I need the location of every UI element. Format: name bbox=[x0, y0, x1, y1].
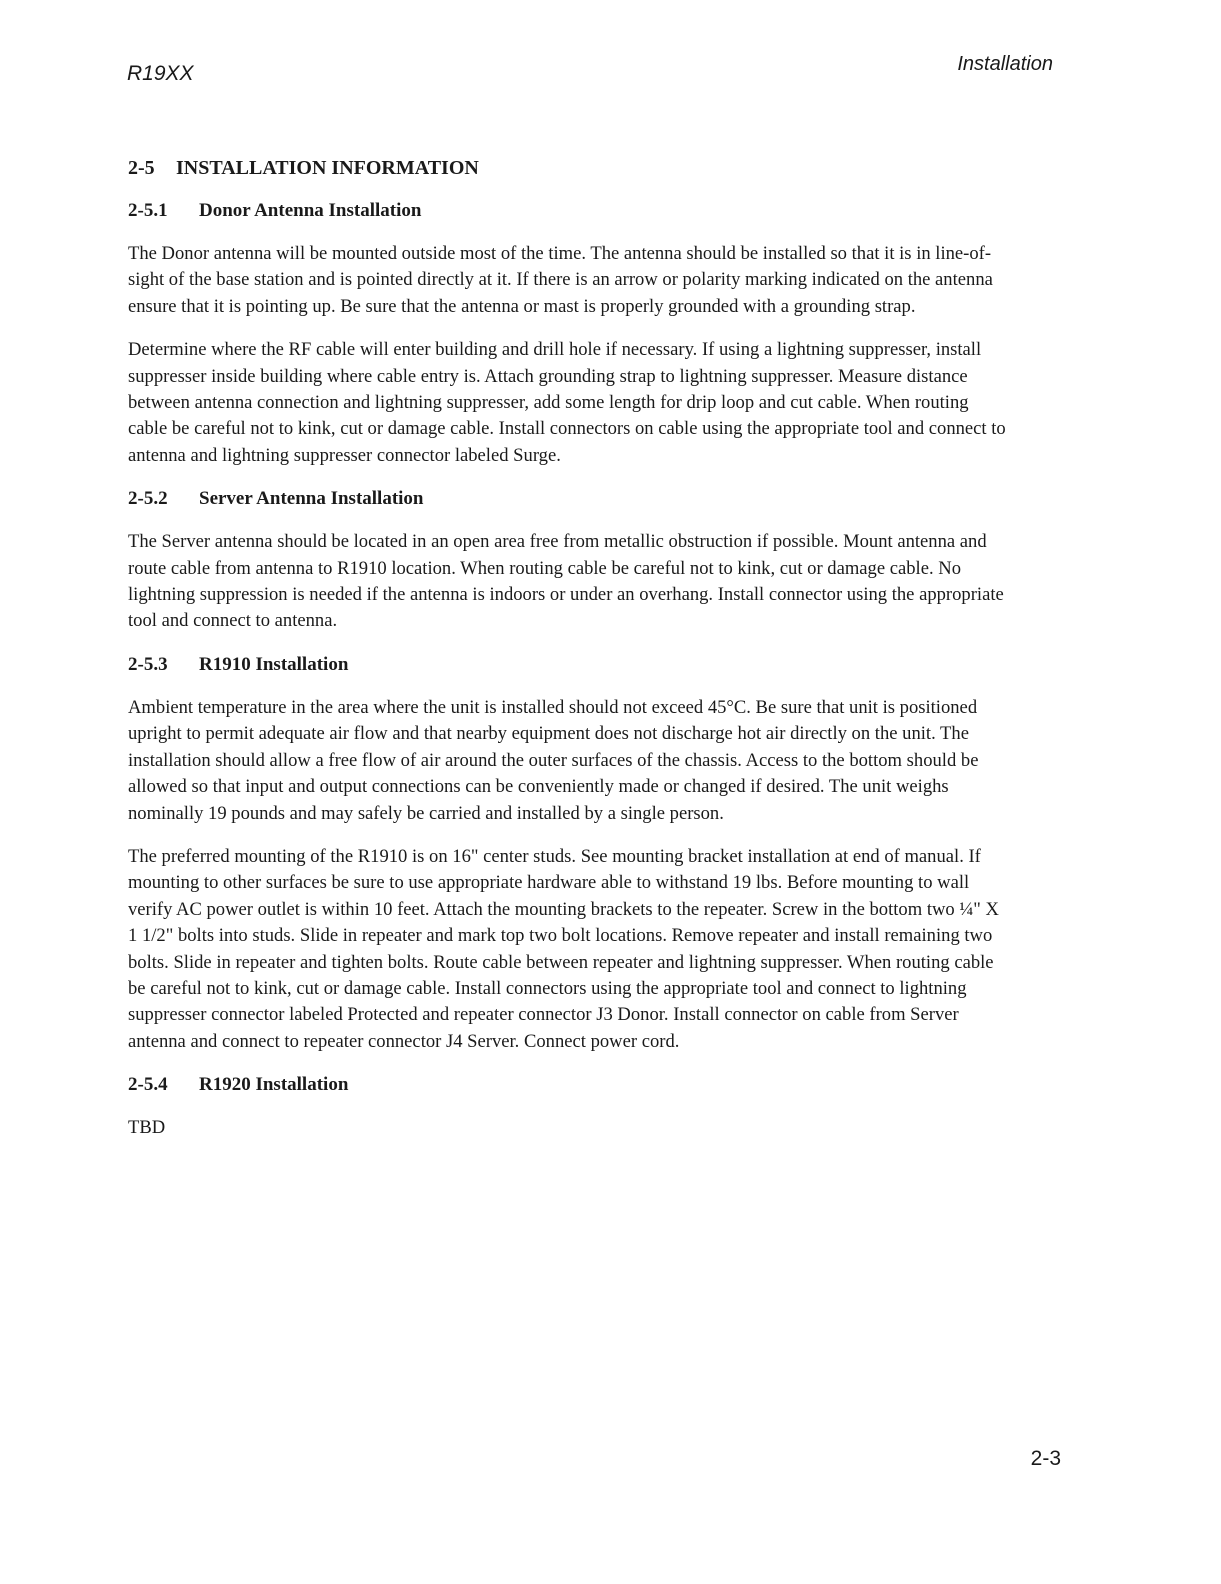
subsection-title: Donor Antenna Installation bbox=[199, 200, 422, 221]
subsection-number: 2-5.1 bbox=[128, 200, 168, 221]
subsection-number: 2-5.3 bbox=[128, 653, 168, 675]
subsection-title: R1910 Installation bbox=[199, 653, 349, 675]
paragraph-donor-antenna-mounting: The Donor antenna will be mounted outside most of the time. The antenna should be installed so that it is in line-of-sight of the base station and is pointed directly at it. If there is an arrow or polarity marking indicated on the antenna ensure that it is pointing up. Be sure that the antenna or mast is properly grounded with a grounding strap. bbox=[128, 243, 993, 317]
subsection-title: R1920 Installation bbox=[199, 1074, 349, 1096]
subsection-title: Server Antenna Installation bbox=[199, 488, 424, 510]
subsection-heading-r1920 bbox=[128, 1072, 1008, 1098]
paragraph-server-antenna: The Server antenna should be located in an open area free from metallic obstruction if possible. Mount antenna and route cable from antenna to R1910 location. When routing cable be careful not to kink, cut or damage cable. No lightning suppression is needed if the antenna is indoors or under an overhang. Install connector using the appropriate tool and connect to antenna. bbox=[128, 531, 1004, 632]
paragraph-r1910-environment: Ambient temperature in the area where the unit is installed should not exceed 45°C. Be sure that unit is positioned upright to permit adequate air flow and that nearby equipment does not discharge hot air directly on the unit. The installation should allow a free flow of air around the outer surfaces of the chassis. Access to the bottom should be allowed so that input and output connections can be conveniently made or changed if desired. The unit weighs nominally 19 pounds and may safely be carried and installed by a single person. bbox=[128, 696, 979, 824]
subsection-number: 2-5.2 bbox=[128, 488, 168, 510]
paragraph-donor-antenna-cabling: Determine where the RF cable will enter building and drill hole if necessary. If using a lightning suppresser, install suppresser inside building where cable entry is. Attach grounding strap to lightning suppresser. Measure distance between antenna connection and lightning suppresser, add some length for drip loop and cut cable. When routing cable be careful not to kink, cut or damage cable. Install connectors on cable using the appropriate tool and connect to antenna and lightning suppresser connector labeled Surge. bbox=[128, 339, 1006, 466]
paragraph-r1910-mounting: The preferred mounting of the R1910 is on 16" center studs. See mounting bracket installation at end of manual. If mounting to other surfaces be sure to use appropriate hardware able to withstand 19 lbs. Before mounting to wall verify AC power outlet is within 10 feet. Attach the mounting brackets to the repeater. Screw in the bottom two ¼" X 1 1/2" bolts into studs. Slide in repeater and mark top two bolt locations. Remove repeater and install remaining two bolts. Slide in repeater and tighten bolts. Route cable between repeater and lightning suppresser. When routing cable be careful not to kink, cut or damage cable. Install connectors using the appropriate tool and connect to lightning suppresser connector labeled Protected and repeater connector J3 Donor. Install connector on cable from Server antenna and connect to repeater connector J4 Server. Connect power cord. bbox=[128, 845, 999, 1052]
section-heading bbox=[128, 155, 1008, 181]
page-number: 2-3 bbox=[1030, 1447, 1061, 1470]
section-number: 2-5 bbox=[128, 157, 155, 179]
subsection-number: 2-5.4 bbox=[128, 1074, 168, 1096]
subsection-heading-donor-antenna bbox=[128, 198, 1008, 224]
subsection-heading-r1910 bbox=[128, 652, 1008, 678]
subsection-heading-server-antenna bbox=[128, 486, 1008, 512]
section-title: INSTALLATION INFORMATION bbox=[176, 157, 479, 179]
page-content bbox=[128, 155, 1008, 1159]
paragraph-r1920-tbd: TBD bbox=[128, 1117, 166, 1139]
header-document-id: R19XX bbox=[127, 62, 194, 85]
header-chapter-title: Installation bbox=[957, 53, 1053, 75]
